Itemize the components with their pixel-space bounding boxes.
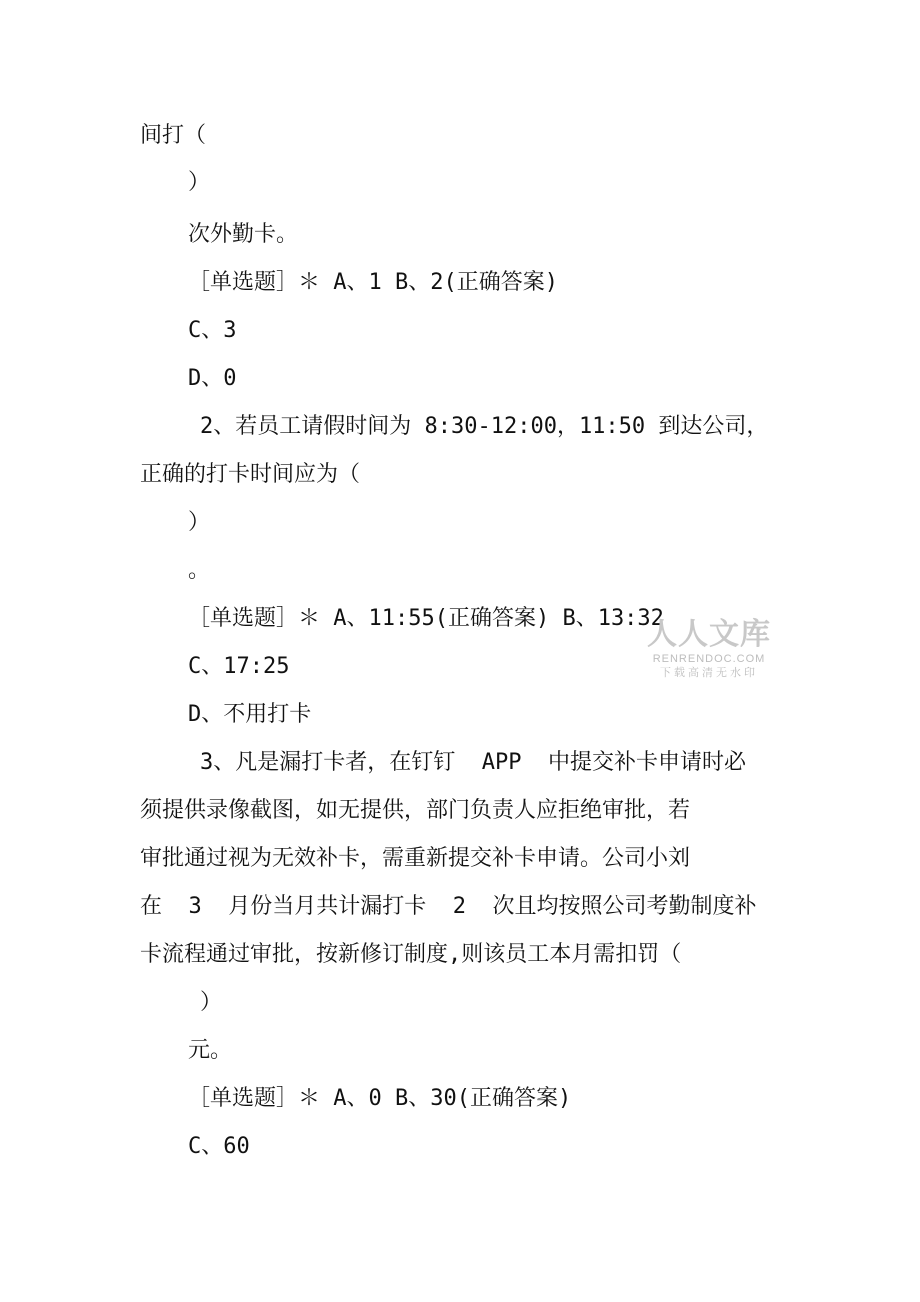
q2-question-line1: 2、若员工请假时间为 8:30-12:00，11:50 到达公司， (200, 414, 769, 439)
watermark-logo (643, 618, 775, 680)
q1-options-ab: ［单选题］＊ A、1 B、2(正确答案) (188, 270, 558, 295)
watermark-subtitle: 下载高清无水印 (660, 666, 758, 679)
q2-options-ab: ［单选题］＊ A、11:55(正确答案) B、13:32 (188, 606, 664, 631)
q3-question-line3: 审批通过视为无效补卡，需重新提交补卡申请。公司小刘 (140, 846, 691, 871)
q2-option-d: D、不用打卡 (188, 702, 312, 727)
q2-option-c: C、17:25 (188, 654, 290, 679)
q3-suffix: 元。 (188, 1038, 233, 1063)
q2-blank: ） (188, 510, 211, 535)
q2-question-line2: 正确的打卡时间应为（ (140, 462, 361, 487)
q3-question-line5: 卡流程通过审批，按新修订制度,则该员工本月需扣罚（ (140, 942, 682, 967)
text-line-q1-suffix: 次外勤卡。 (188, 222, 299, 247)
text-line-q1-blank: ） (188, 170, 211, 195)
q1-option-c: C、3 (188, 318, 237, 343)
q2-suffix: 。 (188, 558, 211, 583)
q3-options-ab: ［单选题］＊ A、0 B、30(正确答案) (188, 1086, 572, 1111)
q3-question-line4: 在 3 月份当月共计漏打卡 2 次且均按照公司考勤制度补 (140, 894, 757, 919)
watermark-domain: RENRENDOC.COM (652, 653, 766, 665)
q3-option-c: C、60 (188, 1134, 250, 1159)
watermark-title: 人人文库 (647, 617, 771, 652)
q3-blank: ） (200, 990, 223, 1015)
text-line-q1-continuation: 间打（ (140, 123, 207, 148)
q1-option-d: D、0 (188, 366, 237, 391)
q3-question-line1: 3、凡是漏打卡者，在钉钉 APP 中提交补卡申请时必 (200, 750, 746, 775)
q3-question-line2: 须提供录像截图，如无提供，部门负责人应拒绝审批，若 (140, 798, 691, 823)
